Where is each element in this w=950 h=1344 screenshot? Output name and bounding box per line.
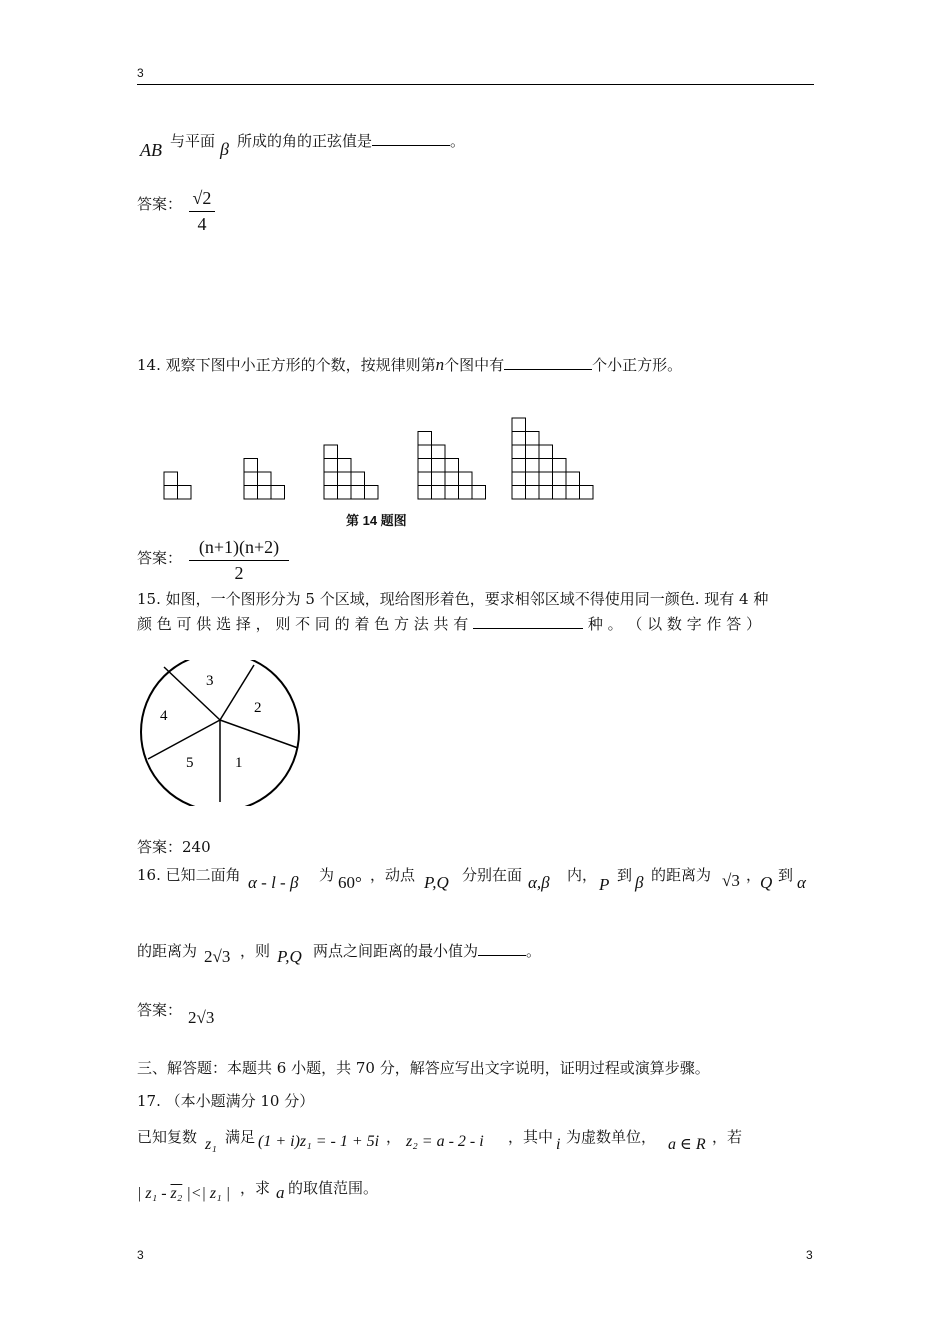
small-square [553,472,567,486]
small-square [512,459,526,473]
answer-blank [478,955,526,956]
q16-line2-rest [313,940,541,961]
math-a-in-R: a ∈ R [668,1136,706,1153]
footer-page-number-left: 3 [137,1248,144,1262]
small-square [244,459,258,473]
answer-blank [504,369,592,370]
q15-answer-label: 答案： [137,838,183,856]
small-square [178,486,192,500]
q16-line2-text-3: 两点之间距离的最小值为 [313,942,479,960]
small-square [338,472,352,486]
small-square [539,472,553,486]
q17-text-8: 的取值范围。 [288,1179,379,1197]
small-square [526,432,540,446]
q16-text-2: 为 [319,866,335,884]
small-square [526,472,540,486]
q13-text-1: 与平面 [170,132,216,150]
q15-line-2a: 颜 色 可 供 选 择 ， 则 不 同 的 着 色 方 法 共 有 [137,615,469,633]
small-square [432,459,446,473]
q14-line [137,354,682,375]
q13-end: 。 [450,132,466,150]
small-square [418,432,432,446]
header-rule [137,84,814,85]
small-square [566,472,580,486]
small-square [553,486,567,500]
small-square [553,459,567,473]
small-square [324,472,338,486]
math-alpha-beta: α,β [528,873,550,892]
q16-text-1: 16. 已知二面角 [137,866,241,884]
small-square [324,459,338,473]
q16-text-9: 到 [778,866,794,884]
q14-text-1: 14. 观察下图中小正方形的个数，按规律则第 [137,356,436,374]
q14-answer-label: 答案： [137,549,183,567]
q17-text-4: ，其中 [508,1128,554,1146]
math-equation-1: (1 + i)z₁ = - 1 + 5i [258,1133,380,1150]
math-PQ: P,Q [277,947,302,966]
fraction-numerator: (n+1)(n+2) [198,537,280,557]
region-label: 5 [186,755,194,771]
small-square [418,459,432,473]
math-60-degrees: 60° [338,873,362,892]
small-square [526,486,540,500]
q13-text-2: 所成的角的正弦值是 [237,132,373,150]
small-square [351,472,365,486]
figure-caption: 第 14 题图 [346,513,407,528]
small-square [459,486,473,500]
small-square [258,486,272,500]
staircase-3 [324,445,378,499]
small-square [324,445,338,459]
small-square [351,486,365,500]
fraction-bar [189,560,289,561]
q15-line-2 [137,613,761,634]
q13-answer-fraction [189,188,215,235]
region-label: 2 [254,700,262,716]
small-square [472,486,486,500]
q17-text-6: ，若 [712,1128,743,1146]
small-square [539,459,553,473]
q16-text-4: 分别在面 [462,866,523,884]
q13-answer-label: 答案： [137,195,183,213]
q16-text-8: ， [746,866,762,884]
fraction-denominator: 4 [197,214,207,234]
small-square [418,445,432,459]
staircase-5 [512,418,593,499]
q16-line2-text-2: ，则 [240,942,271,960]
region-label: 1 [235,755,243,771]
small-square [445,472,459,486]
small-square [512,486,526,500]
q15-line-2b: 种 。 （ 以 数 字 作 答 ） [587,615,762,633]
small-square [271,486,285,500]
math-dihedral-angle: α - l - β [248,873,299,892]
divider-line [220,720,298,748]
small-square [432,445,446,459]
q15-line-1: 15. 如图，一个图形分为 5 个区域，现给图形着色，要求相邻区域不得使用同一颜色. 现有 4 种 [137,590,769,608]
q17-text-2: 满足 [225,1128,256,1146]
math-sqrt3: √3 [722,871,740,890]
q17-text-3: ， [386,1128,402,1146]
q14-answer-fraction [189,537,289,584]
math-2sqrt3: 2√3 [204,947,231,966]
small-square [512,445,526,459]
small-square [526,459,540,473]
small-square [338,486,352,500]
small-square [512,418,526,432]
q16-answer-value: 2√3 [188,1008,215,1027]
small-square [445,486,459,500]
q17-text-5: 为虚数单位， [566,1128,657,1146]
q16-text-5: 内， [567,866,598,884]
small-square [258,472,272,486]
fraction-numerator: √2 [192,188,212,208]
q16-line2-text-1: 的距离为 [137,942,198,960]
small-square [418,486,432,500]
math-P: P [599,875,610,894]
section-heading: 三、解答题：本题共 6 小题，共 70 分，解答应写出文字说明，证明过程或演算步骤。 [137,1059,710,1077]
q13-question-line [237,130,465,151]
math-a: a [276,1183,285,1202]
answer-blank [372,145,450,146]
small-square [164,472,178,486]
divider-line [220,665,254,720]
staircase-figure [150,410,610,510]
math-beta: β [220,139,229,159]
math-Q: Q [760,873,773,892]
small-square [244,486,258,500]
footer-page-number-right: 3 [806,1248,813,1262]
small-square [526,445,540,459]
circle-region-figure [136,660,306,806]
inequality-part: |<| z₁ | [182,1185,231,1202]
header-page-number: 3 [137,66,144,80]
q16-text-6: 到 [617,866,633,884]
fraction-bar [189,211,215,212]
q16-text-3: ，动点 [370,866,416,884]
math-inequality [137,1185,230,1203]
fraction-denominator: 2 [234,563,244,583]
small-square [459,472,473,486]
q17-title: 17. （本小题满分 10 分） [137,1092,315,1110]
math-z1: z₁ [205,1136,217,1153]
answer-blank [473,628,583,629]
region-label: 3 [206,673,214,689]
divider-line [148,720,220,759]
math-PQ: P,Q [424,873,449,892]
q15-answer [137,836,211,857]
math-equation-2: z₂ = a - 2 - i [406,1133,484,1150]
math-alpha: α [797,873,806,892]
q15-answer-value: 240 [182,838,211,856]
small-square [432,486,446,500]
q16-answer-label: 答案： [137,1001,183,1019]
region-label: 4 [160,708,168,724]
small-square [324,486,338,500]
small-square [539,445,553,459]
small-square [244,472,258,486]
math-beta: β [635,873,644,892]
q16-text-7: 的距离为 [651,866,712,884]
small-square [164,486,178,500]
q16-line2-end: 。 [526,942,542,960]
q14-text-2: 个图中有 [444,356,505,374]
small-square [512,472,526,486]
q14-text-3: 个小正方形。 [592,356,683,374]
inequality-part: | z₁ - [137,1185,171,1202]
small-square [338,459,352,473]
small-square [566,486,580,500]
small-square [445,459,459,473]
small-square [365,486,379,500]
q17-text-7: ，求 [240,1179,271,1197]
small-square [512,432,526,446]
staircase-1 [164,472,191,499]
staircase-4 [418,432,486,500]
staircase-2 [244,459,285,500]
math-AB: AB [140,140,162,160]
conjugate-z2: z₂ [170,1185,183,1202]
small-square [418,472,432,486]
small-square [580,486,594,500]
math-i: i [556,1136,561,1153]
small-square [432,472,446,486]
small-square [539,486,553,500]
q17-text-1: 已知复数 [137,1128,198,1146]
math-n: n [435,355,445,374]
